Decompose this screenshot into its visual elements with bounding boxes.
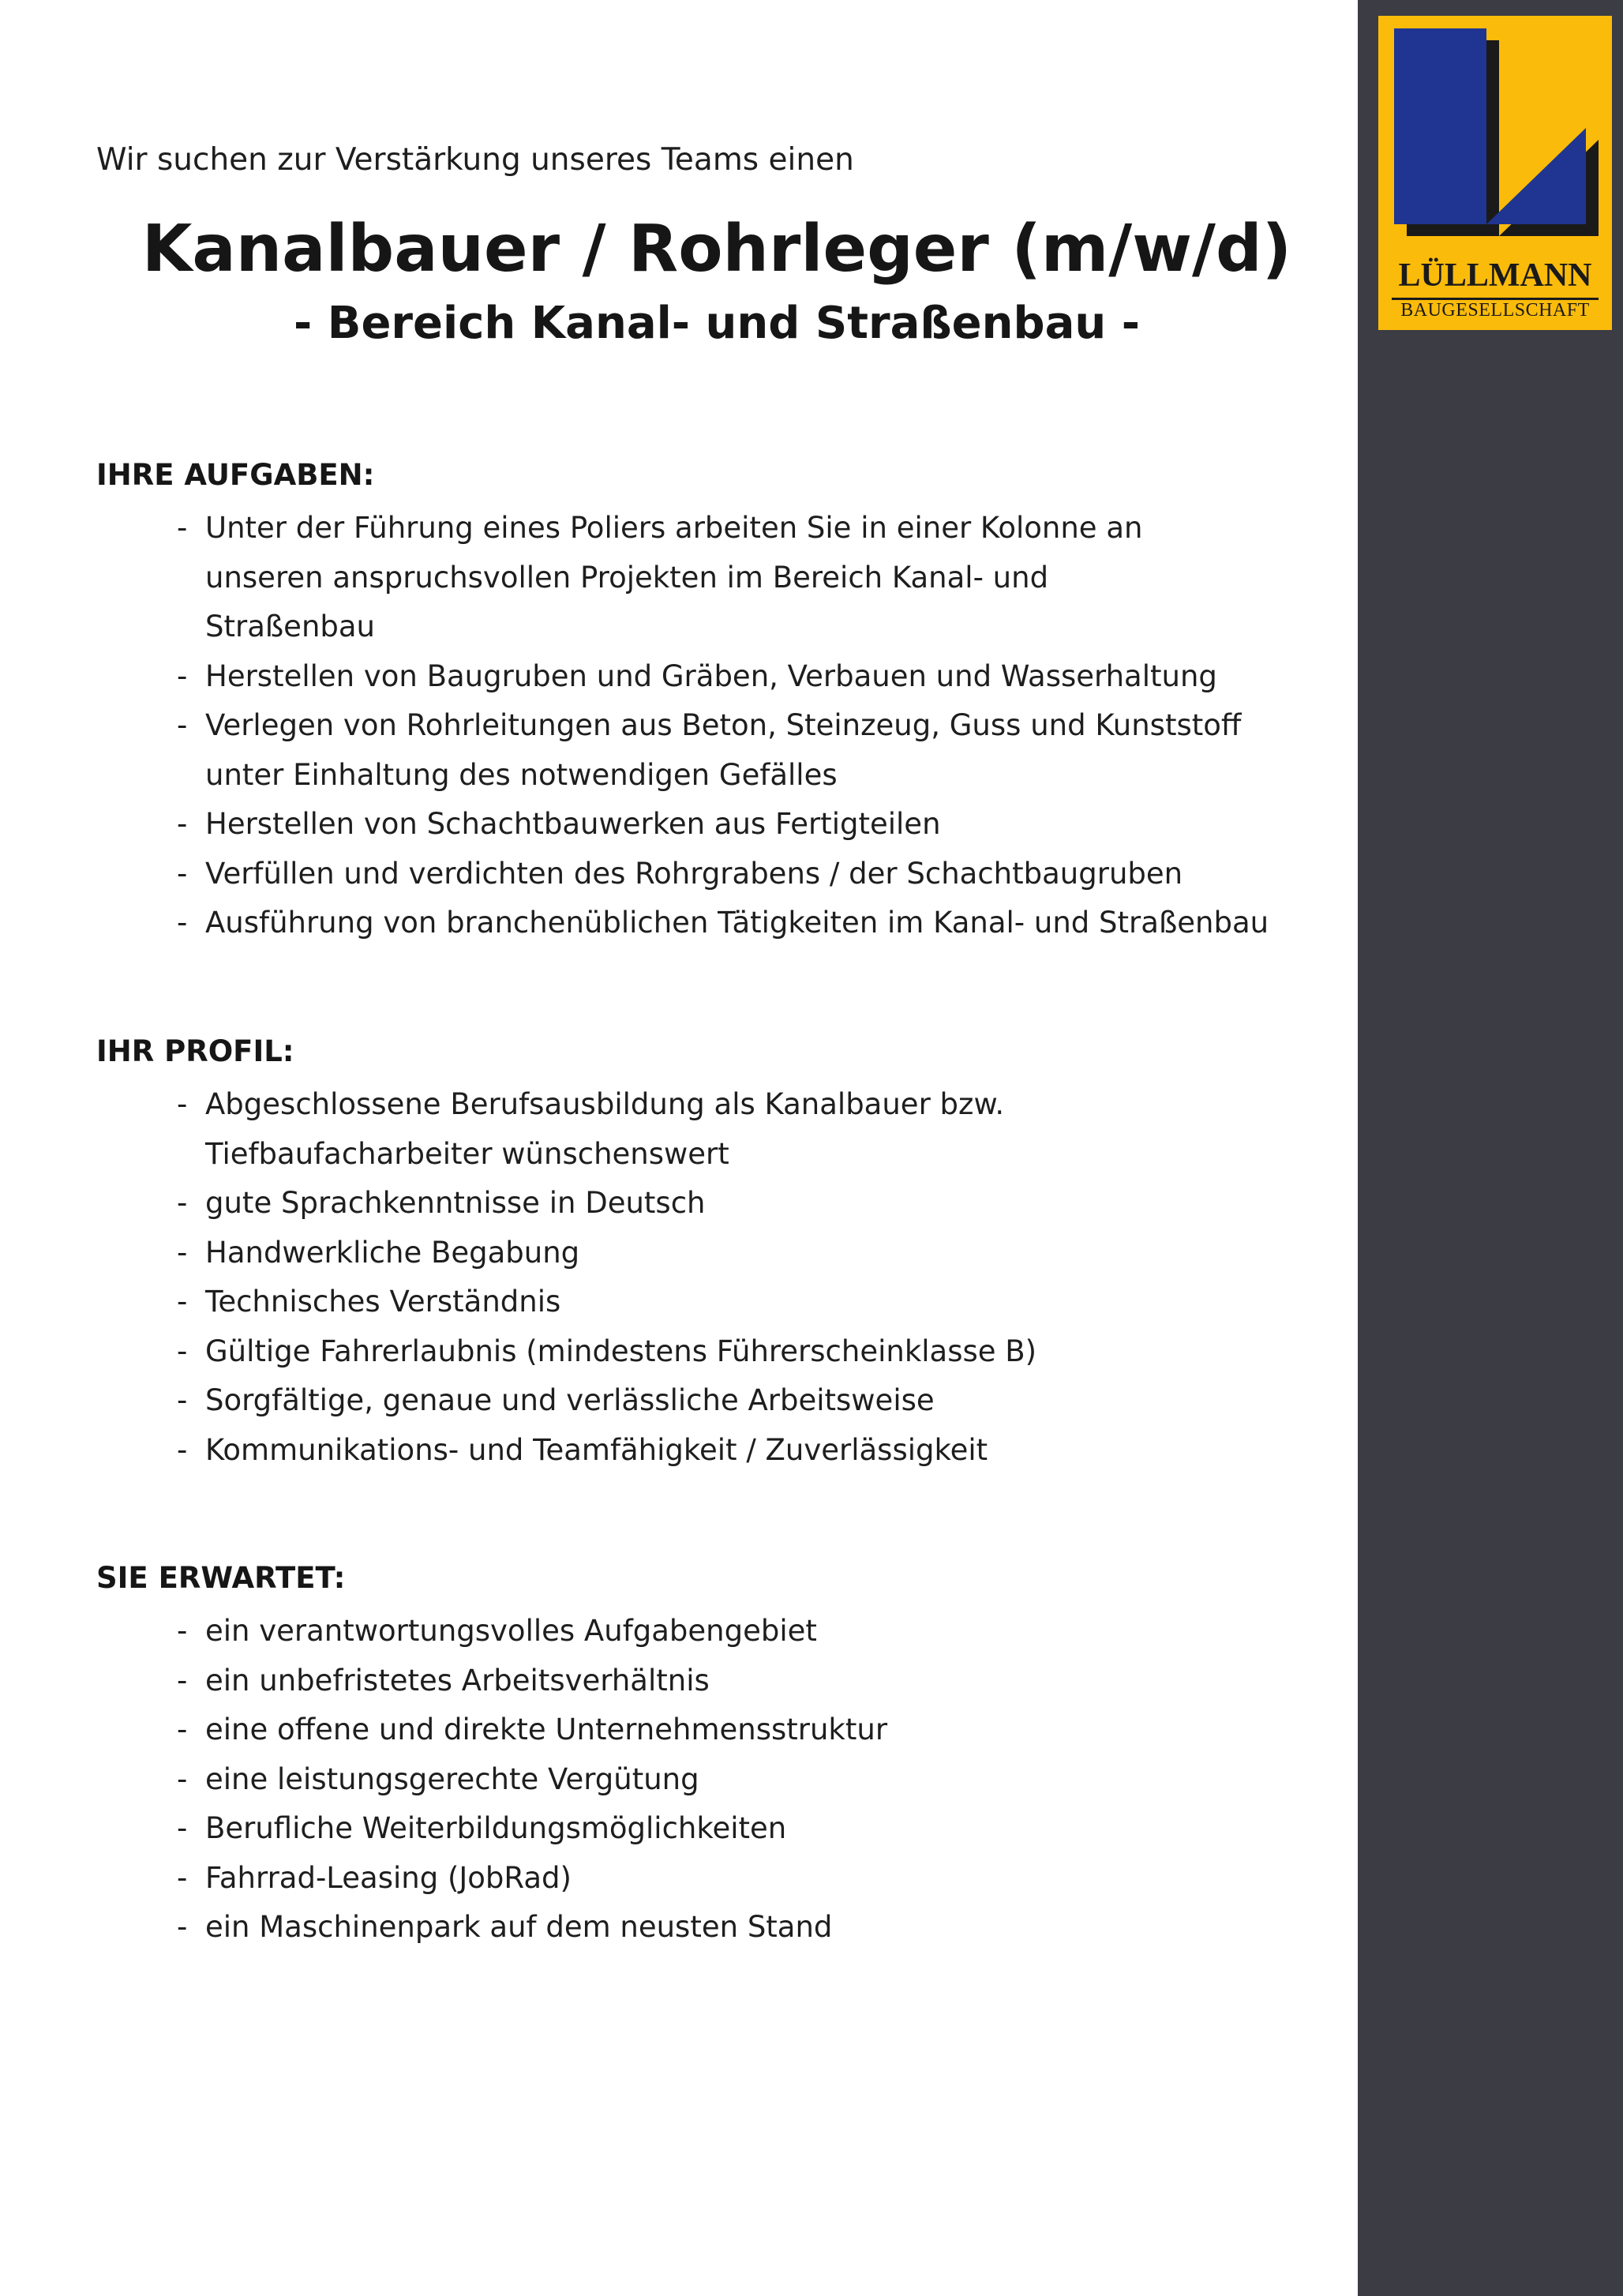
logo-mark-icon	[1378, 16, 1612, 253]
list-item-text: Herstellen von Baugruben und Gräben, Verbauen und Wasserhaltung	[205, 658, 1217, 693]
bullet-dash: -	[177, 1285, 188, 1319]
list-item-text: Handwerkliche Begabung	[205, 1235, 580, 1270]
list-item	[96, 553, 1328, 603]
list-item	[96, 602, 1328, 652]
bullet-dash: -	[177, 1383, 188, 1417]
bullet-dash: -	[177, 1334, 188, 1368]
list-item-text: Straßenbau	[205, 610, 376, 643]
list-item-text: Technisches Verständnis	[205, 1285, 561, 1319]
section-heading: IHR PROFIL:	[96, 1034, 294, 1068]
list-item-text: unseren anspruchsvollen Projekten im Bereich Kanal- und	[205, 560, 1049, 595]
list-item-text: ein unbefristetes Arbeitsverhältnis	[205, 1663, 710, 1698]
list-item-text: unter Einhaltung des notwendigen Gefälles	[205, 757, 838, 792]
list-item-text: Unter der Führung eines Poliers arbeiten Sie in einer Kolonne an	[205, 511, 1143, 545]
list-item-text: Verlegen von Rohrleitungen aus Beton, Steinzeug, Guss und Kunststoff	[205, 708, 1242, 742]
section-profil	[96, 1031, 1328, 1475]
list-item-text: ein verantwortungsvolles Aufgabengebiet	[205, 1614, 817, 1648]
bullet-list	[96, 1607, 1328, 1953]
bullet-dash: -	[177, 1811, 188, 1845]
bullet-dash: -	[177, 708, 188, 742]
section-aufgaben	[96, 455, 1328, 948]
list-item	[96, 1229, 1328, 1278]
list-item	[96, 751, 1328, 801]
list-item	[96, 1903, 1328, 1953]
list-item	[96, 1277, 1328, 1327]
list-item	[96, 1426, 1328, 1476]
list-item	[96, 1179, 1328, 1229]
bullet-dash: -	[177, 511, 188, 545]
bullet-dash: -	[177, 807, 188, 841]
list-item	[96, 1755, 1328, 1805]
list-item-text: Abgeschlossene Berufsausbildung als Kanalbauer bzw.	[205, 1087, 1005, 1121]
list-item-text: Verfüllen und verdichten des Rohrgrabens / der Schachtbaugruben	[205, 856, 1183, 891]
bullet-dash: -	[177, 1713, 188, 1746]
bullet-dash: -	[177, 658, 188, 693]
bullet-dash: -	[177, 1614, 188, 1648]
list-item	[96, 1705, 1328, 1755]
bullet-dash: -	[177, 1761, 188, 1796]
list-item	[96, 1804, 1328, 1854]
bullet-dash: -	[177, 1235, 188, 1270]
page-subtitle: - Bereich Kanal- und Straßenbau -	[294, 298, 1140, 349]
list-item-text: Kommunikations- und Teamfähigkeit / Zuverlässigkeit	[205, 1432, 988, 1467]
bullet-list	[96, 1080, 1328, 1475]
list-item	[96, 1327, 1328, 1377]
list-item	[96, 899, 1328, 948]
intro-text: Wir suchen zur Verstärkung unseres Teams einen	[96, 142, 854, 178]
list-item	[96, 800, 1328, 850]
list-item	[96, 1130, 1328, 1180]
list-item	[96, 1656, 1328, 1706]
list-item-text: Gültige Fahrerlaubnis (mindestens Führerscheinklasse B)	[205, 1334, 1037, 1368]
bullet-dash: -	[177, 1186, 188, 1220]
bullet-dash: -	[177, 906, 188, 940]
bullet-dash: -	[177, 1087, 188, 1121]
list-item	[96, 701, 1328, 751]
page-title: Kanalbauer / Rohrleger (m/w/d)	[141, 212, 1292, 287]
list-item-text: Herstellen von Schachtbauwerken aus Fertigteilen	[205, 807, 941, 841]
list-item	[96, 1607, 1328, 1656]
bullet-list	[96, 504, 1328, 948]
list-item	[96, 1854, 1328, 1904]
list-item-text: eine offene und direkte Unternehmensstruktur	[205, 1713, 888, 1746]
bullet-dash: -	[177, 1860, 188, 1895]
list-item	[96, 504, 1328, 553]
bullet-dash: -	[177, 1432, 188, 1467]
list-item-text: Berufliche Weiterbildungsmöglichkeiten	[205, 1811, 787, 1845]
list-item-text: ein Maschinenpark auf dem neusten Stand	[205, 1910, 833, 1944]
logo-name: LÜLLMANN	[1398, 257, 1592, 294]
list-item	[96, 1080, 1328, 1130]
section-erwartet	[96, 1558, 1328, 1953]
bullet-dash: -	[177, 856, 188, 891]
section-heading: IHRE AUFGABEN:	[96, 458, 375, 492]
list-item-text: Ausführung von branchenüblichen Tätigkeiten im Kanal- und Straßenbau	[205, 906, 1269, 940]
list-item-text: eine leistungsgerechte Vergütung	[205, 1761, 699, 1796]
sidebar-panel	[1358, 0, 1623, 2296]
list-item	[96, 1376, 1328, 1426]
list-item	[96, 652, 1328, 702]
bullet-dash: -	[177, 1910, 188, 1944]
bullet-dash: -	[177, 1663, 188, 1698]
list-item-text: Sorgfältige, genaue und verlässliche Arbeitsweise	[205, 1383, 935, 1417]
list-item	[96, 850, 1328, 899]
logo-subtitle: BAUGESELLSCHAFT	[1400, 300, 1590, 321]
list-item-text: Tiefbaufacharbeiter wünschenswert	[205, 1136, 729, 1171]
list-item-text: gute Sprachkenntnisse in Deutsch	[205, 1186, 706, 1220]
section-heading: SIE ERWARTET:	[96, 1561, 346, 1595]
company-logo	[1378, 16, 1612, 330]
list-item-text: Fahrrad-Leasing (JobRad)	[205, 1860, 572, 1895]
